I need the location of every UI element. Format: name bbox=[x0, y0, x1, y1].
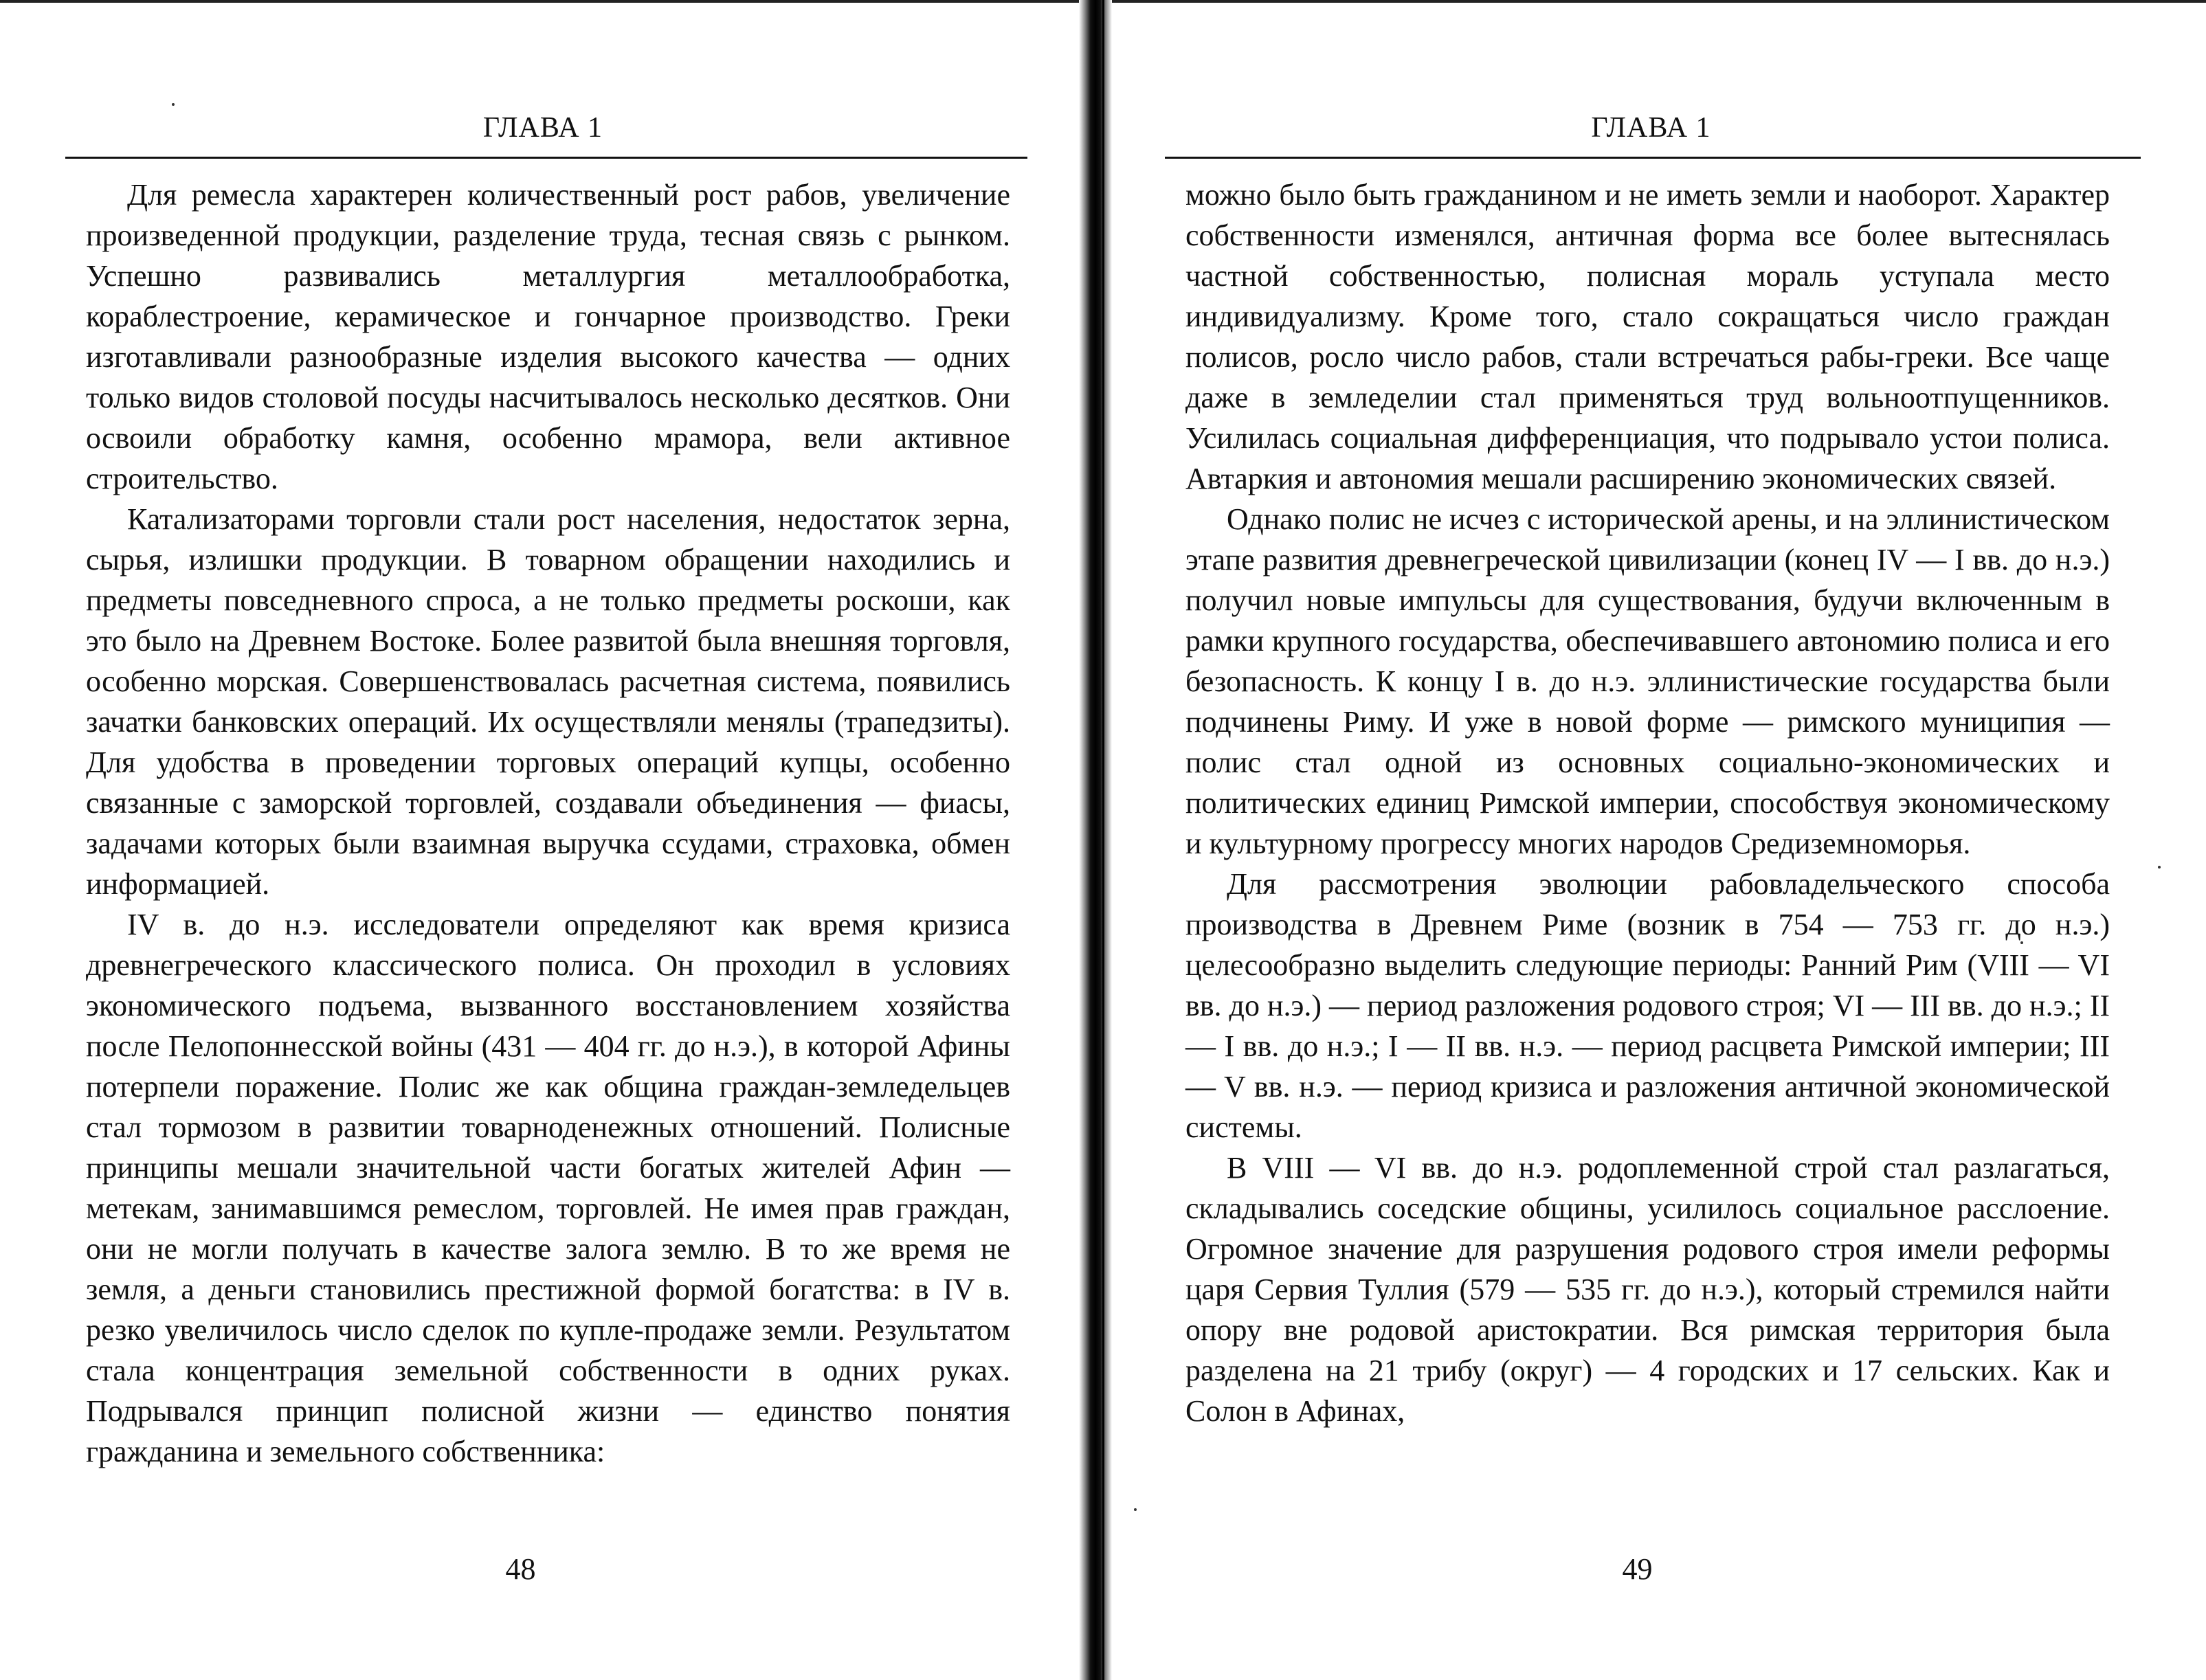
right-body-text bbox=[1185, 175, 2110, 1431]
right-paragraph-3: Для рассмотрения эволюции рабовладельческого способа производства в Древнем Риме (возник в 754 — 753 гг. до н.э.) целесообразно выделить следующие периоды: Ранний Рим (VIII — VI вв. до н.э.) — период разложения родового строя; VI — III вв. до н.э.; II — I вв. до н.э.; I — II вв. н.э. — период расцвета Римской империи; III — V вв. н.э. — период кризиса и разложения античной экономической системы. bbox=[1185, 867, 2110, 1144]
left-page bbox=[86, 0, 1010, 1680]
right-running-head: ГЛАВА 1 bbox=[1591, 112, 1711, 144]
scan-speck bbox=[172, 103, 175, 106]
right-page-number: 49 bbox=[1622, 1552, 1653, 1586]
left-header-rule bbox=[65, 157, 1027, 159]
left-body-text bbox=[86, 175, 1010, 1472]
scan-speck bbox=[2158, 866, 2161, 869]
scan-speck bbox=[2020, 941, 2023, 944]
left-paragraph-3: IV в. до н.э. исследователи определяют как время кризиса древнегреческого классического полиса. Он проходил в условиях экономического подъема, вызванного восстановлением хозяйства после Пелопоннесской войны (431 — 404 гг. до н.э.), в которой Афины потерпели поражение. Полис же как община граждан-земледельцев стал тормозом в развитии товарноденежных отношений. Полисные принципы мешали значительной части богатых жителей Афин — метекам, занимавшимся ремеслом, торговлей. Не имея прав граждан, они не могли получать в качестве залога землю. В то же время не земля, а деньги становились престижной формой богатства: в IV в. резко увеличилось число сделок по купле-продаже земли. Результатом стала концентрация земельной собственности в одних руках. Подрывался принцип полисной жизни — единство понятия гражданина и земельного собственника: bbox=[86, 908, 1010, 1468]
right-paragraph-4: В VIII — VI вв. до н.э. родоплеменной строй стал разлагаться, складывались соседские общины, усилилось социальное расслоение. Огромное значение для разрушения родового строя имели реформы царя Сервия Туллия (579 — 535 гг. до н.э.), который стремился найти опору вне родовой аристократии. Вся римская территория была разделена на 21 трибу (округ) — 4 городских и 17 сельских. Как и Солон в Афинах, bbox=[1185, 1151, 2110, 1428]
left-paragraph-2: Катализаторами торговли стали рост населения, недостаток зерна, сырья, излишки продукции. В товарном обращении находились и предметы повседневного спроса, а не только предметы роскоши, как это было на Древнем Востоке. Более развитой была внешняя торговля, особенно морская. Совершенствовалась расчетная система, появились зачатки банковских операций. Их осуществляли менялы (трапедзиты). Для удобства в проведении торговых операций купцы, особенно связанные с заморской торговлей, создавали объединения — фиасы, задачами которых были взаимная выручка ссудами, страховка, обмен информацией. bbox=[86, 502, 1010, 901]
scan-speck bbox=[1134, 1508, 1137, 1511]
right-paragraph-2: Однако полис не исчез с исторической арены, и на эллинистическом этапе развития древнегреческой цивилизации (конец IV — I вв. до н.э.) получил новые импульсы для существования, будучи включенным в рамки крупного государства, обеспечивавшего автономию полиса и его безопасность. К концу I в. до н.э. эллинистические государства были подчинены Риму. И уже в новой форме — римского муниципия — полис стал одной из основных социально-экономических и политических единиц Римской империи, способствуя экономическому и культурному прогрессу многих народов Средиземноморья. bbox=[1185, 502, 2110, 860]
right-header-rule bbox=[1165, 157, 2141, 159]
left-running-head: ГЛАВА 1 bbox=[482, 112, 603, 144]
right-page bbox=[1185, 0, 2113, 1680]
book-gutter-shadow bbox=[1079, 0, 1112, 1680]
left-paragraph-1: Для ремесла характерен количественный рост рабов, увеличение произведенной продукции, разделение труда, тесная связь с рынком. Успешно развивались металлургия металлообработка, кораблестроение, керамическое и гончарное производство. Греки изготавливали разнообразные изделия высокого качества — одних только видов столовой посуды насчитывалось несколько десятков. Они освоили обработку камня, особенно мрамора, вели активное строительство. bbox=[86, 178, 1010, 495]
right-paragraph-1: можно было быть гражданином и не иметь земли и наоборот. Характер собственности изменялся, античная форма все более вытеснялась частной собственностью, полисная мораль уступала место индивидуализму. Кроме того, стало сокращаться число граждан полисов, росло число рабов, стали встречаться рабы-греки. Все чаще даже в земледелии стал применяться труд вольноотпущенников. Усилилась социальная дифференциация, что подрывало устои полиса. Автаркия и автономия мешали расширению экономических связей. bbox=[1185, 178, 2110, 495]
left-page-number: 48 bbox=[505, 1552, 536, 1586]
book-spine-line bbox=[1102, 0, 1104, 1680]
